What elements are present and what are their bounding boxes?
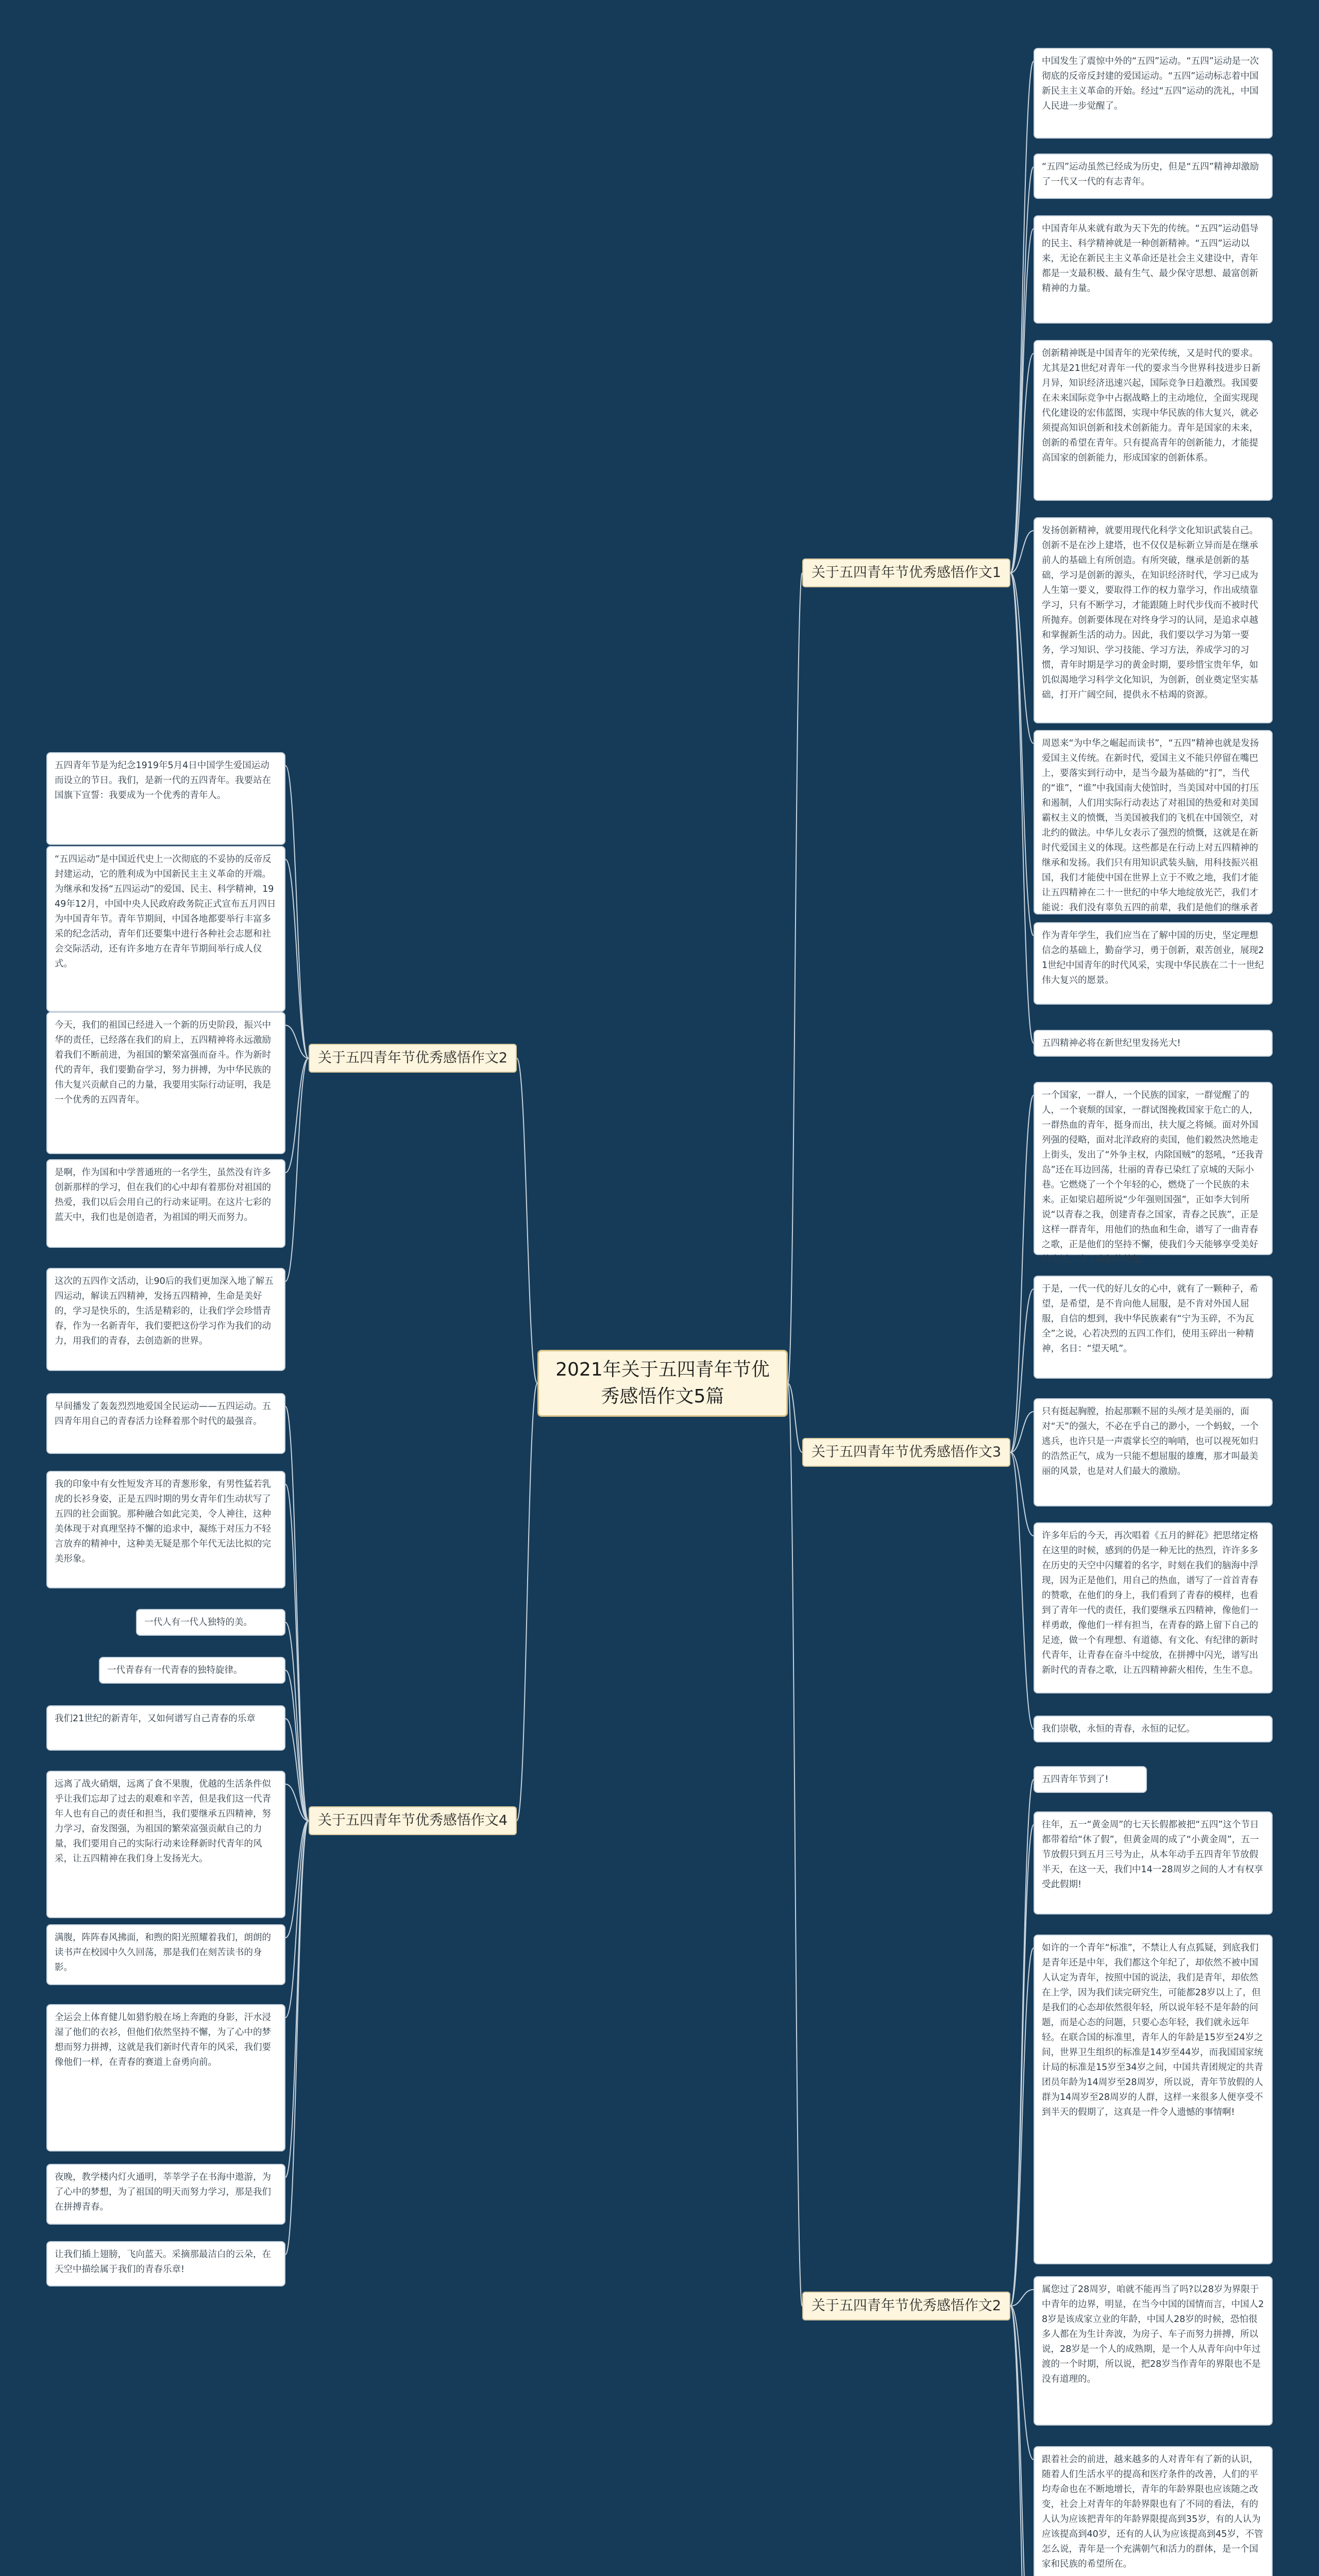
leaf-text[interactable]: 只有挺起胸膛，抬起那颗不屈的头颅才是美丽的，面对“天”的强大，不必在乎自己的渺小，一个蚂蚁，一个逃兵，也许只是一声震掌长空的响哨，也可以视死如归的浩然正气，成为一只能不想屈服的雄鹰，那才叫最美丽的风景，也是对人们最大的激励。 [1034, 1398, 1273, 1506]
leaf-text[interactable]: 五四精神必将在新世纪里发扬光大! [1034, 1030, 1273, 1057]
connector-line [517, 1383, 537, 1821]
leaf-text[interactable]: 如许的一个青年“标准”，不禁让人有点狐疑，到底我们是青年还是中年，我们都这个年纪了，却依然不被中国人认定为青年，按照中国的说法，我们是青年，却依然在上学，因为我们读完研究生，可能都28岁以上了，但是我们的心态却依然很年轻，所以说年轻不是年龄的问题，而是心态的问题，只要心态年轻，我们就永远年轻。在联合国的标准里，青年人的年龄是15岁至24岁之间，世界卫生组织的标准是14岁至44岁，而我国国家统计局的标准是15岁至34岁之间，中国共青团规定的共青团员年龄为14周岁至28周岁，所以说，青年节放假的人群为14周岁至28周岁的人群，这样一来很多人便享受不到半天的假期了，这真是一件令人遗憾的事情啊! [1034, 1935, 1273, 2264]
connector-line [1010, 61, 1034, 573]
leaf-text[interactable]: 中国发生了震惊中外的“五四”运动。“五四”运动是一次彻底的反帝反封建的爱国运动。“五四”运动标志着中国新民主主义革命的开始。经过“五四”运动的洗礼，中国人民进一步觉醒了。 [1034, 48, 1273, 139]
leaf-text[interactable]: 许多年后的今天，再次唱着《五月的鲜花》把思绪定格在这里的时候，感到的仍是一种无比的热烈，许许多多在历史的天空中闪耀着的名字，时刻在我们的脑海中浮现，因为正是他们，用自己的热血，谱写了一首首青春的赞歌，在他们的身上，我们看到了青春的模样，也看到了青年一代的责任，我们要继承五四精神，像他们一样勇敢，像他们一样有担当，在青春的路上留下自己的足迹，做一个有理想、有道德、有文化、有纪律的新时代青年，让青春在奋斗中绽放，在拼搏中闪光，谱写出新时代的青春之歌，让五四精神薪火相传，生生不息。 [1034, 1522, 1273, 1693]
leaf-text[interactable]: 我的印象中有女性短发齐耳的青葱形象，有男性猛若乳虎的长衫身姿，正是五四时期的男女青年们生动状写了五四的社会面貌。那种融合如此完美，令人神往，这种美体现于对真理坚持不懈的追求中，凝练于对压力不轻言放弃的精神中，这种美无疑是那个年代无法比拟的完美形象。 [46, 1471, 285, 1588]
connector-line [285, 1025, 309, 1058]
connector-line [517, 1058, 537, 1383]
connector-line [1010, 573, 1034, 936]
leaf-text[interactable]: 一代青春有一代青春的独特旋律。 [99, 1657, 285, 1684]
connector-line [1010, 1948, 1034, 2306]
leaf-text[interactable]: 这次的五四作文活动，让90后的我们更加深入地了解五四运动，解读五四精神，发扬五四精神，生命是美好的，学习是快乐的，生活是精彩的，让我们学会珍惜青春，作为一名新青年，我们要把这份学习作为我们的动力，用我们的青春，去创造新的世界。 [46, 1268, 285, 1371]
branch-label: 关于五四青年节优秀感悟作文2 [811, 2298, 1002, 2314]
branch-essay-2[interactable] [802, 2292, 1010, 2320]
branch-label: 关于五四青年节优秀感悟作文3 [811, 1444, 1002, 1460]
leaf-text[interactable]: 我们崇敬，永恒的青春，永恒的记忆。 [1034, 1716, 1273, 1742]
connector-line [285, 1821, 309, 2255]
leaf-text[interactable]: 夜晚，教学楼内灯火通明，莘莘学子在书海中遨游，为了心中的梦想，为了祖国的明天而努力学习，那是我们在拼搏青春。 [46, 2164, 285, 2225]
connector-line [285, 1058, 309, 1173]
connector-line [1010, 167, 1034, 573]
connector-line [1010, 1289, 1034, 1452]
leaf-text[interactable]: 满腹，阵阵春风拂面，和煦的阳光照耀着我们，朗朗的读书声在校园中久久回荡，那是我们在刻苦读书的身影。 [46, 1924, 285, 1985]
leaf-text[interactable]: 作为青年学生，我们应当在了解中国的历史，坚定理想信念的基础上，勤奋学习，勇于创新，艰苦创业，展现21世纪中国青年的时代风采，实现中华民族在二十一世纪伟大复兴的愿景。 [1034, 922, 1273, 1005]
connector-line [1010, 573, 1034, 1043]
leaf-text[interactable]: “五四”运动虽然已经成为历史，但是“五四”精神却激励了一代又一代的有志青年。 [1034, 154, 1273, 199]
branch-label: 关于五四青年节优秀感悟作文4 [317, 1812, 508, 1828]
leaf-text[interactable]: 跟着社会的前进，越来越多的人对青年有了新的认识，随着人们生活水平的提高和医疗条件的改善，人们的平均寿命也在不断地增长，青年的年龄界限也应该随之改变，社会上对青年的年龄界限也有了不同的看法，有的人认为应该把青年的年龄界限提高到35岁，有的人认为应该提高到40岁，还有的人认为应该提高到45岁，不管怎么说，青年是一个充满朝气和活力的群体，是一个国家和民族的希望所在。 [1034, 2446, 1273, 2576]
connector-line [1010, 573, 1034, 743]
connector-line [1010, 1825, 1034, 2306]
branch-essay-2-left[interactable] [309, 1044, 517, 1073]
leaf-text[interactable]: 五四青年节是为纪念1919年5月4日中国学生爱国运动而设立的节日。我们，是新一代的五四青年。我要站在国旗下宣誓：我要成为一个优秀的青年人。 [46, 752, 285, 845]
connector-line [1010, 1780, 1034, 2306]
leaf-text[interactable]: 一个国家，一群人，一个民族的国家，一群觉醒了的人，一个衰颓的国家，一群试图挽救国家于危亡的人，一群热血的青年，挺身而出，扶大厦之将倾。面对外国列强的侵略，面对北洋政府的卖国，他们毅然决然地走上街头，发出了“外争主权，内除国贼”的怒吼，“还我青岛”还在耳边回荡，壮丽的青春已染红了京城的天际小巷。它燃烧了一个个年轻的心，燃烧了一个民族的未来。正如梁启超所说“少年强则国强”，正如李大钊所说“以青春之我，创建青春之国家，青春之民族”，正是这样一群青年，用他们的热血和生命，谱写了一曲青春之歌，正是他们的坚持不懈，使我们今天能够享受美好的生活，为了我们的梦想。 [1034, 1082, 1273, 1255]
connector-line [1010, 1095, 1034, 1452]
leaf-text[interactable]: 一代人有一代人独特的美。 [136, 1609, 285, 1636]
leaf-text[interactable]: 全运会上体育健儿如猎豹般在场上奔跑的身影，汗水浸湿了他们的衣衫，但他们依然坚持不懈，为了心中的梦想而努力拼搏，这就是我们新时代青年的风采，我们要像他们一样，在青春的赛道上奋勇向前。 [46, 2004, 285, 2151]
leaf-text[interactable]: 我们21世纪的新青年，又如何谱写自己青春的乐章 [46, 1705, 285, 1751]
connector-line [1010, 229, 1034, 573]
connector-line [285, 1058, 309, 1281]
connector-line [285, 1406, 309, 1821]
connector-line [285, 1670, 309, 1821]
root-topic[interactable] [537, 1350, 788, 1417]
leaf-text[interactable]: 早间播发了轰轰烈烈地爱国全民运动——五四运动。五四青年用自己的青春活力诠释着那个时代的最强音。 [46, 1393, 285, 1454]
branch-essay-3[interactable] [802, 1438, 1010, 1467]
leaf-text[interactable]: 往年，五一“黄金周”的七天长假都被把“五四”这个节日都带着给“休了假”，但黄金周的成了“小黄金周”，五一节放假只到五月三号为止，从本年动手五四青年节放假半天，在这一天，我们中14一28周岁之间的人才有权享受此假期! [1034, 1811, 1273, 1914]
connector-line [1010, 2306, 1034, 2576]
leaf-text[interactable]: 今天，我们的祖国已经进入一个新的历史阶段，振兴中华的责任，已经落在我们的肩上，五四精神将永远激励着我们不断前进，为祖国的繁荣富强而奋斗。作为新时代的青年，我们要勤奋学习，努力拼搏，为中华民族的伟大复兴贡献自己的力量，我要用实际行动证明，我是一个优秀的五四青年。 [46, 1012, 285, 1154]
branch-label: 关于五四青年节优秀感悟作文1 [811, 565, 1002, 581]
leaf-text[interactable]: 属您过了28周岁，咱就不能再当了吗?以28岁为界限于中青年的边界，明显，在当今中国的国情而言，中国人28岁是该成家立业的年龄，中国人28岁的时候，恐怕很多人都在为生计奔波，为房子、车子而努力拼搏，所以说，28岁是一个人的成熟期，是一个人从青年向中年过渡的一个时期，所以说，把28岁当作青年的界限也不是没有道理的。 [1034, 2276, 1273, 2426]
root-title: 2021年关于五四青年节优秀感悟作文5篇 [555, 1359, 770, 1407]
leaf-text[interactable]: 是啊，作为国和中学普通班的一名学生，虽然没有许多创新那样的学习，但在我们的心中却有着那份对祖国的热爱，我们以后会用自己的行动来证明。在这片七彩的蓝天中，我们也是创造者，为祖国的明天而努力。 [46, 1159, 285, 1248]
leaf-text[interactable]: 发扬创新精神，就要用现代化科学文化知识武装自己。创新不是在沙上建塔，也不仅仅是标新立异而是在继承前人的基础上有所创造。有所突破，继承是创新的基础，学习是创新的源头，在知识经济时代，学习已成为人生第一要义，要取得工作的权力靠学习，作出成绩靠学习，只有不断学习，才能跟随上时代步伐而不被时代所抛弃。创新要体现在对终身学习的认同，是追求卓越和掌握新生活的动力。因此，我们要以学习为第一要务，学习知识、学习技能、学习方法，养成学习的习惯，青年时期是学习的黄金时期，要珍惜宝贵年华，如饥似渴地学习科学文化知识，为创新，创业奠定坚实基础，打开广阔空间，提供永不枯竭的资源。 [1034, 517, 1273, 723]
leaf-text[interactable]: 于是，一代一代的好儿女的心中，就有了一颗种子，希望，是希望，是不肯向他人屈服，是不肯对外国人屈服，自信的想到，我中华民族素有“宁为玉碎，不为瓦全”之说，心若决烈的五四工作们，使用玉碎出一种精神，名日：“望天吼”。 [1034, 1276, 1273, 1379]
connector-line [285, 859, 309, 1058]
leaf-text[interactable]: 中国青年从来就有敢为天下先的传统。“五四”运动倡导的民主、科学精神就是一种创新精神。“五四”运动以来，无论在新民主主义革命还是社会主义建设中，青年都是一支最积极、最有生气、最少保守思想、最富创新精神的力量。 [1034, 215, 1273, 324]
leaf-text[interactable]: “五四运动”是中国近代史上一次彻底的不妥协的反帝反封建运动，它的胜利成为中国新民主主义革命的开端。为继承和发扬“五四运动”的爱国、民主、科学精神，1949年12月，中国中央人民政府政务院正式宣布五月四日为中国青年节。青年节期间，中国各地都要举行丰富多采的纪念活动，青年们还要集中进行各种社会志愿和社会交际活动，还有许多地方在青年节期间举行成人仪式。 [46, 846, 285, 1012]
branch-essay-4[interactable] [309, 1806, 517, 1835]
leaf-text[interactable]: 远离了战火硝烟，远离了食不果腹，优越的生活条件似乎让我们忘却了过去的艰难和辛苦，但是我们这一代青年人也有自己的责任和担当，我们要继承五四精神，努力学习，奋发图强，为祖国的繁荣富强贡献自己的力量，我们要用自己的实际行动来诠释新时代青年的风采，让五四精神在我们身上发扬光大。 [46, 1771, 285, 1918]
connector-line [285, 766, 309, 1058]
leaf-text[interactable]: 五四青年节到了! [1034, 1766, 1147, 1793]
connector-line [788, 573, 802, 1383]
leaf-text[interactable]: 周恩来“为中华之崛起而读书”，“五四”精神也就是发扬爱国主义传统。在新时代，爱国主义不能只停留在嘴巴上，要落实到行动中，是当今最为基础的“打”，当代的“谁”，“谁”中我国南大使馆时，当美国对中国的打压和遏制，人们用实际行动表达了对祖国的热爱和对美国霸权主义的愤慨，当美国被我们的飞机在中国领空，对北约的做法。中华儿女表示了强烈的愤慨，这就是在新时代爱国主义的体现。这些都是在行动上对五四精神的继承和发扬。我们只有用知识武装头脑，用科技振兴祖国，我们才能使中国在世界上立于不败之地，我们才能让五四精神在二十一世纪的中华大地绽放光芒，我们才能说：我们没有辜负五四的前辈，我们是他们的继承者 [1034, 730, 1273, 914]
connector-line [788, 1383, 802, 2306]
branch-essay-1[interactable] [802, 558, 1010, 587]
leaf-text[interactable]: 创新精神既是中国青年的光荣传统，又是时代的要求。尤其是21世纪对青年一代的要求当今世界科技进步日新月异，知识经济迅速兴起，国际竞争日趋激烈。我国要在未来国际竞争中占据战略上的主动地位，全面实现现代化建设的宏伟蓝图，实现中华民族的伟大复兴，就必须提高知识创新和技术创新能力。青年是国家的未来，创新的希望在青年。只有提高青年的创新能力，才能提高国家的创新能力，形成国家的创新体系。 [1034, 340, 1273, 501]
connector-line [1010, 2306, 1034, 2576]
branch-label: 关于五四青年节优秀感悟作文2 [317, 1050, 508, 1066]
leaf-text[interactable]: 让我们插上翅膀，飞向蓝天。采摘那最洁白的云朵，在天空中描绘属于我们的青春乐章! [46, 2241, 285, 2286]
